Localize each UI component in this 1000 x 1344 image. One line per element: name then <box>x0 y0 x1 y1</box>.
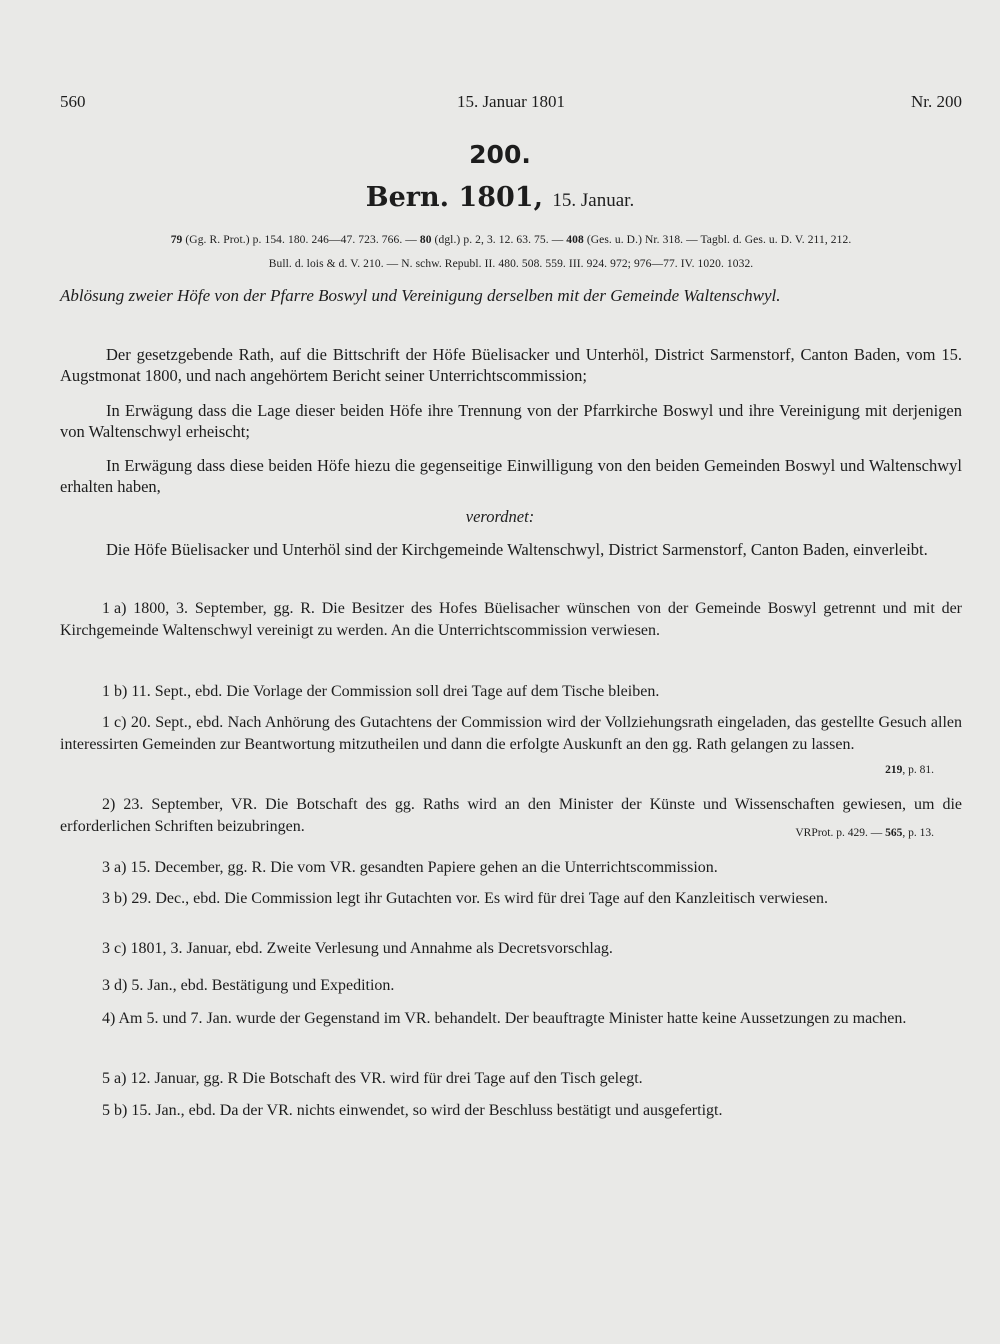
source-ref-text: (Gg. R. Prot.) p. 154. 180. 246—47. 723. 766. — <box>182 234 420 246</box>
entry-label: 5 b) <box>102 1102 128 1119</box>
source-ref-bold: 79 <box>170 234 183 246</box>
history-entry <box>60 938 962 960</box>
history-entry <box>60 1008 962 1030</box>
sources-line-1 <box>60 234 962 246</box>
entry-label: 1 c) <box>102 714 127 731</box>
reference-pre: VRProt. p. 429. — <box>795 827 886 839</box>
entry-label: 2) <box>102 796 116 813</box>
entry-reference <box>885 759 934 781</box>
sources-line-2: Bull. d. lois & d. V. 210. — N. schw. Republ. II. 480. 508. 559. III. 924. 972; 976—77. IV. 1020. 1032. <box>268 258 754 270</box>
entry-text: 23. September, VR. Die Botschaft des gg. Raths wird an den Minister der Künste und Wissenschaften gewiesen, um die erforderlichen Schriften beizubringen. <box>60 796 963 835</box>
reference-text: , p. 81. <box>902 764 934 776</box>
entry-label: 3 d) <box>102 977 128 994</box>
decree-text: Die Höfe Büelisacker und Unterhöl sind der Kirchgemeinde Waltenschwyl, District Sarmenstorf, Canton Baden, einverleibt. <box>106 540 928 559</box>
running-head <box>60 92 962 116</box>
entry-text: 20. Sept., ebd. Nach Anhörung des Gutachtens der Commission wird der Vollziehungsrath eingeladen, das gestellte Gesuch allen interessirten Gemeinden zur Beantwortung mitzutheilen und dann die erfolgte Auskunft an den gg. Rath gelangen zu lassen. <box>60 714 963 753</box>
page-number: 560 <box>60 92 86 111</box>
subject-title: Ablösung zweier Höfe von der Pfarre Boswyl und Vereinigung derselben mit der Gemeinde Waltenschwyl. <box>60 286 781 305</box>
reference-bold: 565 <box>885 827 903 839</box>
entry-text: 29. Dec., ebd. Die Commission legt ihr Gutachten vor. Es wird für drei Tage auf den Kanzleitisch verwiesen. <box>131 890 828 907</box>
entry-text: 1801, 3. Januar, ebd. Zweite Verlesung und Annahme als Decretsvorschlag. <box>130 940 613 957</box>
history-entry <box>60 975 962 997</box>
entry-label: 1 a) <box>102 600 127 617</box>
history-entry <box>60 1068 962 1090</box>
running-date: 15. Januar 1801 <box>456 92 566 111</box>
running-number: Nr. 200 <box>911 92 962 111</box>
history-entry <box>60 681 962 703</box>
paragraph: In Erwägung dass diese beiden Höfe hiezu die gegenseitige Einwilligung von den beiden Gemeinden Boswyl und Waltenschwyl erhalten haben, <box>60 456 962 496</box>
entry-label: 4) <box>102 1010 116 1027</box>
entry-text: 15. December, gg. R. Die vom VR. gesandten Papiere gehen an die Unterrichtscommission. <box>130 859 718 876</box>
history-entry <box>60 857 962 879</box>
reference-bold: 219 <box>885 764 903 776</box>
source-ref-bold: 408 <box>566 234 584 246</box>
entry-text: 12. Januar, gg. R Die Botschaft des VR. wird für drei Tage auf den Tisch gelegt. <box>130 1070 643 1087</box>
entry-label: 3 a) <box>102 859 127 876</box>
document-number: 200. <box>469 140 531 169</box>
history-entry <box>60 1100 962 1122</box>
verordnet-heading: verordnet: <box>465 507 535 526</box>
document-heading <box>0 182 1000 213</box>
history-entry <box>60 712 963 776</box>
heading-date: 15. Januar. <box>552 190 635 211</box>
entry-text: 1800, 3. September, gg. R. Die Besitzer des Hofes Büelisacher wünschen von der Gemeinde Boswyl getrennt und mit der Kirchgemeinde Waltenschwyl vereinigt zu werden. An die Unterrichtscommission verwiesen. <box>60 600 963 639</box>
history-entry <box>60 888 962 910</box>
entry-label: 3 c) <box>102 940 127 957</box>
history-entry <box>60 598 962 642</box>
entry-label: 3 b) <box>102 890 128 907</box>
source-ref-bold: 80 <box>419 234 432 246</box>
entry-text: 11. Sept., ebd. Die Vorlage der Commission soll drei Tage auf dem Tische bleiben. <box>131 683 660 700</box>
source-ref-text: (dgl.) p. 2, 3. 12. 63. 75. — <box>431 234 567 246</box>
reference-text: , p. 13. <box>902 827 934 839</box>
history-entry <box>60 794 962 838</box>
source-ref-text: (Ges. u. D.) Nr. 318. — Tagbl. d. Ges. u. D. V. 211, 212. <box>583 234 852 246</box>
entry-label: 5 a) <box>102 1070 127 1087</box>
entry-text: 5. Jan., ebd. Bestätigung und Expedition. <box>131 977 395 994</box>
entry-text: 15. Jan., ebd. Da der VR. nichts einwendet, so wird der Beschluss bestätigt und ausgefertigt. <box>131 1102 723 1119</box>
entry-label: 1 b) <box>102 683 128 700</box>
paragraph: Der gesetzgebende Rath, auf die Bittschrift der Höfe Büelisacker und Unterhöl, District Sarmenstorf, Canton Baden, vom 15. Augstmonat 1800, und nach angehörtem Bericht seiner Unterrichtscommission; <box>60 345 962 385</box>
paragraph: In Erwägung dass die Lage dieser beiden Höfe ihre Trennung von der Pfarrkirche Boswyl und ihre Vereinigung mit derjenigen von Waltenschwyl erheischt; <box>60 401 962 441</box>
entry-text: Am 5. und 7. Jan. wurde der Gegenstand im VR. behandelt. Der beauftragte Minister hatte keine Aussetzungen zu machen. <box>118 1010 907 1027</box>
place-year: Bern. 1801, <box>365 182 543 213</box>
entry-reference <box>795 822 934 844</box>
